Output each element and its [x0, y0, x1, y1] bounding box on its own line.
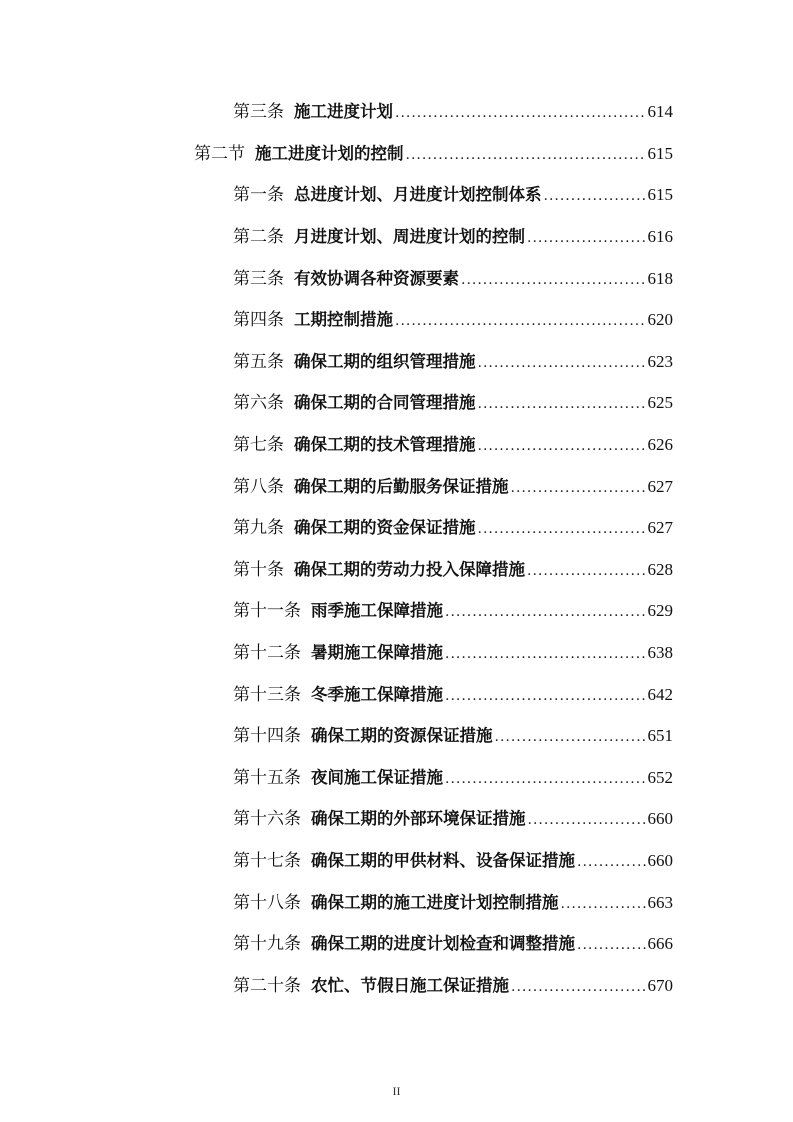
toc-entry[interactable] — [0, 799, 793, 841]
toc-entry-page: 627 — [647, 476, 673, 496]
toc-entry-title: 施工进度计划 — [294, 102, 393, 122]
toc-dot-leader — [511, 477, 646, 499]
toc-entry[interactable] — [0, 882, 793, 924]
toc-entry-title: 月进度计划、周进度计划的控制 — [294, 227, 525, 247]
toc-entry-title: 确保工期的外部环境保证措施 — [311, 809, 526, 829]
toc-entry[interactable] — [0, 924, 793, 966]
toc-entry-page: 666 — [647, 934, 673, 954]
toc-entry[interactable] — [0, 591, 793, 633]
toc-entry-line — [233, 975, 673, 998]
toc-dot-leader — [406, 144, 646, 166]
toc-dot-leader — [528, 809, 646, 831]
toc-entry-page: 642 — [647, 684, 673, 704]
toc-entry-number: 第十四条 — [233, 726, 301, 747]
toc-entry-number: 第四条 — [233, 310, 284, 331]
toc-entry-number: 第二条 — [233, 227, 284, 248]
toc-entry[interactable] — [0, 342, 793, 384]
toc-entry-title: 确保工期的组织管理措施 — [294, 351, 476, 371]
toc-dot-leader — [478, 393, 646, 415]
toc-entry-line — [233, 725, 673, 748]
toc-entry-page: 616 — [647, 227, 673, 247]
toc-entry-title: 施工进度计划的控制 — [255, 143, 404, 163]
toc-entry-title: 农忙、节假日施工保证措施 — [311, 975, 509, 995]
table-of-contents — [0, 92, 793, 1007]
toc-entry-title: 工期控制措施 — [294, 310, 393, 330]
toc-dot-leader — [544, 185, 646, 207]
toc-entry-number: 第十三条 — [233, 684, 301, 705]
toc-entry-line — [233, 517, 673, 540]
toc-entry-line — [233, 434, 673, 457]
toc-dot-leader — [478, 352, 646, 374]
toc-entry-line — [233, 808, 673, 831]
toc-entry[interactable] — [0, 466, 793, 508]
toc-dot-leader — [478, 518, 646, 540]
toc-entry-title: 总进度计划、月进度计划控制体系 — [294, 185, 542, 205]
toc-entry[interactable] — [0, 841, 793, 883]
toc-entry-page: 615 — [647, 185, 673, 205]
toc-entry-line — [194, 143, 673, 166]
toc-entry-title: 确保工期的资源保证措施 — [311, 726, 493, 746]
toc-entry-number: 第十条 — [233, 559, 284, 580]
toc-dot-leader — [445, 768, 646, 790]
toc-entry[interactable] — [0, 965, 793, 1007]
toc-entry-page: 625 — [647, 393, 673, 413]
toc-entry-line — [233, 933, 673, 956]
toc-entry-line — [233, 226, 673, 249]
toc-dot-leader — [511, 976, 646, 998]
toc-dot-leader — [478, 435, 646, 457]
toc-entry-page: 652 — [647, 767, 673, 787]
toc-entry-number: 第一条 — [233, 185, 284, 206]
page-footer-number: II — [392, 1084, 401, 1098]
toc-entry-page: 629 — [647, 601, 673, 621]
toc-dot-leader — [395, 102, 646, 124]
toc-entry[interactable] — [0, 716, 793, 758]
toc-entry-line — [233, 850, 673, 873]
toc-entry-line — [233, 392, 673, 415]
toc-dot-leader — [445, 643, 646, 665]
toc-dot-leader — [445, 685, 646, 707]
toc-entry-line — [233, 351, 673, 374]
toc-entry-page: 660 — [647, 809, 673, 829]
toc-entry-title: 确保工期的技术管理措施 — [294, 435, 476, 455]
toc-entry-page: 614 — [647, 102, 673, 122]
toc-entry-page: 620 — [647, 310, 673, 330]
toc-entry[interactable] — [0, 674, 793, 716]
toc-entry-number: 第二节 — [194, 143, 245, 164]
toc-entry[interactable] — [0, 92, 793, 134]
toc-entry[interactable] — [0, 758, 793, 800]
toc-entry-title: 雨季施工保障措施 — [311, 601, 443, 621]
toc-entry-number: 第八条 — [233, 476, 284, 497]
toc-entry-title: 确保工期的施工进度计划控制措施 — [311, 892, 559, 912]
toc-entry-number: 第十八条 — [233, 892, 301, 913]
toc-entry-page: 628 — [647, 559, 673, 579]
toc-entry-number: 第十五条 — [233, 767, 301, 788]
toc-entry-title: 确保工期的进度计划检查和调整措施 — [311, 934, 575, 954]
toc-dot-leader — [395, 310, 646, 332]
toc-entry-number: 第三条 — [233, 102, 284, 123]
toc-dot-leader — [527, 560, 646, 582]
toc-entry-line — [233, 309, 673, 332]
toc-entry-line — [233, 892, 673, 915]
toc-entry-number: 第十七条 — [233, 850, 301, 871]
toc-entry-number: 第五条 — [233, 351, 284, 372]
toc-entry-line — [233, 767, 673, 790]
toc-entry-line — [233, 684, 673, 707]
toc-entry-line — [233, 268, 673, 291]
toc-entry-page: 660 — [647, 850, 673, 870]
toc-entry-page: 651 — [647, 726, 673, 746]
toc-entry-title: 确保工期的后勤服务保证措施 — [294, 476, 509, 496]
toc-dot-leader — [561, 893, 646, 915]
toc-dot-leader — [461, 269, 646, 291]
toc-entry-number: 第二十条 — [233, 975, 301, 996]
toc-entry-title: 有效协调各种资源要素 — [294, 268, 459, 288]
toc-entry-title: 确保工期的资金保证措施 — [294, 518, 476, 538]
toc-dot-leader — [445, 601, 646, 623]
toc-dot-leader — [577, 851, 646, 873]
toc-entry-title: 暑期施工保障措施 — [311, 643, 443, 663]
toc-entry-number: 第六条 — [233, 393, 284, 414]
toc-entry-page: 626 — [647, 435, 673, 455]
toc-entry-title: 确保工期的合同管理措施 — [294, 393, 476, 413]
toc-entry-title: 冬季施工保障措施 — [311, 684, 443, 704]
toc-entry-line — [233, 101, 673, 124]
toc-entry[interactable] — [0, 300, 793, 342]
toc-entry-line — [233, 184, 673, 207]
toc-entry-title: 夜间施工保证措施 — [311, 767, 443, 787]
toc-entry-page: 623 — [647, 351, 673, 371]
toc-entry-number: 第九条 — [233, 518, 284, 539]
toc-entry-page: 638 — [647, 643, 673, 663]
toc-entry[interactable] — [0, 383, 793, 425]
toc-dot-leader — [577, 934, 646, 956]
toc-entry-title: 确保工期的甲供材料、设备保证措施 — [311, 850, 575, 870]
toc-entry-title: 确保工期的劳动力投入保障措施 — [294, 559, 525, 579]
toc-entry-number: 第七条 — [233, 435, 284, 456]
toc-entry[interactable] — [0, 425, 793, 467]
toc-entry-page: 615 — [647, 143, 673, 163]
toc-entry[interactable] — [0, 508, 793, 550]
toc-entry-line — [233, 476, 673, 499]
toc-entry-line — [233, 559, 673, 582]
toc-entry-page: 627 — [647, 518, 673, 538]
toc-dot-leader — [495, 726, 646, 748]
toc-entry-number: 第十六条 — [233, 809, 301, 830]
toc-entry-number: 第十二条 — [233, 643, 301, 664]
toc-entry-number: 第十九条 — [233, 934, 301, 955]
toc-entry[interactable] — [0, 217, 793, 259]
toc-entry-page: 670 — [647, 975, 673, 995]
toc-entry[interactable] — [0, 550, 793, 592]
toc-entry[interactable] — [0, 258, 793, 300]
toc-entry-number: 第十一条 — [233, 601, 301, 622]
toc-entry-line — [233, 642, 673, 665]
toc-entry[interactable] — [0, 134, 793, 176]
toc-entry[interactable] — [0, 633, 793, 675]
toc-entry-page: 618 — [647, 268, 673, 288]
toc-entry-line — [233, 600, 673, 623]
toc-entry-number: 第三条 — [233, 268, 284, 289]
toc-entry-page: 663 — [647, 892, 673, 912]
toc-entry[interactable] — [0, 175, 793, 217]
toc-dot-leader — [527, 227, 646, 249]
